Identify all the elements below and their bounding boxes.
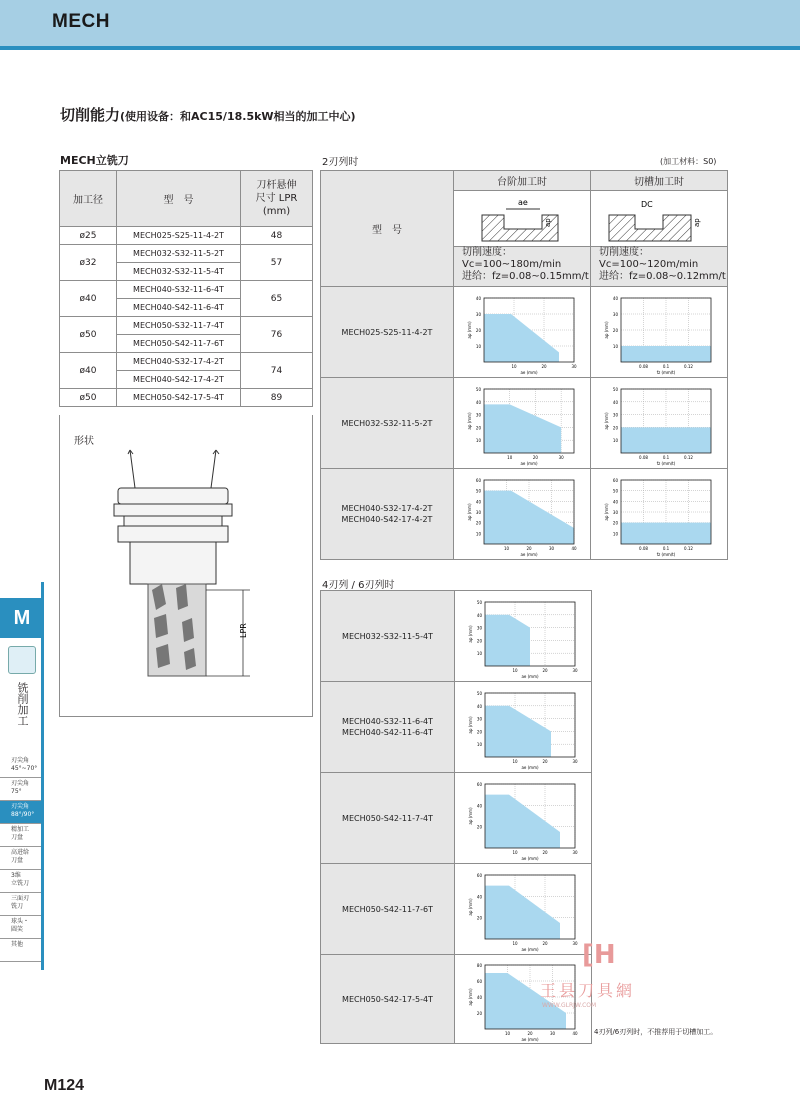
- x-tick-label: 0.1: [662, 364, 670, 369]
- spec-row: [60, 227, 313, 245]
- x-axis-label: fz (mm/t): [656, 552, 676, 557]
- x-tick-label: 0.1: [662, 455, 670, 460]
- capability-chart: [454, 288, 590, 376]
- col-step-header: 台阶加工时: [454, 171, 591, 191]
- step-diagram: [454, 191, 588, 243]
- x-tick-label: 30: [549, 1031, 556, 1036]
- x-tick-label: 0.08: [639, 455, 648, 460]
- section-title: [60, 104, 356, 125]
- y-axis-label: ap (mm): [467, 321, 472, 339]
- capability-chart: [455, 683, 591, 771]
- y-tick-label: 60: [476, 782, 482, 787]
- model-cell: MECH050-S42-11-7-6T: [117, 335, 241, 353]
- x-tick-label: 30: [572, 668, 578, 673]
- model-row-5: [321, 682, 455, 773]
- col-header-model: 型 号: [117, 171, 241, 227]
- capability-chart: [591, 470, 727, 558]
- lpr-cell: 65: [241, 281, 313, 317]
- dc-label: DC: [641, 200, 653, 209]
- holder-body: [114, 488, 232, 584]
- x-tick-label: 20: [542, 759, 548, 764]
- x-tick-label: 10: [512, 668, 518, 673]
- chart-cell: [454, 378, 591, 469]
- col-slot-header: 切槽加工时: [591, 171, 728, 191]
- spec-row: [60, 317, 313, 335]
- chart-cell: [455, 773, 592, 864]
- x-tick-label: 0.12: [684, 364, 693, 369]
- x-tick-label: 10: [504, 1031, 511, 1036]
- model-row-8: MECH050-S42-17-5-4T: [321, 955, 455, 1044]
- lpr-cell: 74: [241, 353, 313, 389]
- lpr-cell: 57: [241, 245, 313, 281]
- y-tick-label: 20: [612, 520, 618, 526]
- model-line: MECH040-S42-17-4-2T: [341, 515, 433, 524]
- y-tick-label: 10: [475, 438, 481, 444]
- x-tick-label: 10: [507, 455, 513, 460]
- y-axis-label: ap (mm): [604, 503, 609, 521]
- y-tick-label: 10: [476, 651, 482, 657]
- chart-cell: [455, 591, 592, 682]
- material-note: (加工材料：S0): [660, 157, 717, 166]
- x-axis-label: ae (mm): [520, 552, 538, 557]
- capability-area: [485, 795, 560, 848]
- dia-cell: ø25: [60, 227, 117, 245]
- x-tick-label: 0.08: [639, 364, 648, 369]
- model-row-7: MECH050-S42-11-7-6T: [321, 864, 455, 955]
- x-tick-label: 30: [548, 546, 555, 551]
- model-row-1: MECH025-S25-11-4-2T: [321, 287, 454, 378]
- x-tick-label: 20: [526, 546, 532, 551]
- y-axis-label: ap (mm): [604, 321, 609, 339]
- y-tick-label: 10: [612, 438, 618, 444]
- watermark-text: 王县刀具網: [540, 981, 636, 1000]
- x-tick-label: 20: [542, 941, 548, 946]
- col-header-dia: 加工径: [60, 171, 117, 227]
- sidebar-item[interactable]: 刃尖角 88°/90°: [0, 801, 41, 824]
- slot-vc: Vc=100~120m/min: [599, 259, 699, 270]
- x-tick-label: 10: [512, 850, 518, 855]
- y-tick-label: 30: [475, 412, 481, 418]
- x-tick-label: 0.1: [662, 546, 670, 551]
- arrow-heads: [128, 450, 219, 454]
- title-2t: 2刃列时: [322, 157, 359, 168]
- y-tick-label: 40: [476, 612, 482, 618]
- y-tick-label: 10: [476, 742, 482, 748]
- sidebar-item[interactable]: 精加工 刀盘: [0, 824, 41, 847]
- chart-cell: [591, 287, 728, 378]
- x-tick-label: 10: [511, 364, 517, 369]
- y-axis-label: ap (mm): [468, 716, 473, 734]
- x-tick-label: 20: [532, 455, 538, 460]
- y-tick-label: 20: [475, 328, 481, 333]
- y-tick-label: 10: [475, 531, 481, 537]
- model-row-6: MECH050-S42-11-7-4T: [321, 773, 455, 864]
- y-tick-label: 30: [612, 412, 618, 418]
- y-tick-label: 10: [612, 344, 618, 349]
- step-speed-label: 切削速度：: [462, 247, 512, 258]
- y-tick-label: 60: [612, 478, 618, 483]
- capability-chart: [455, 774, 591, 862]
- y-tick-label: 60: [476, 979, 482, 984]
- y-tick-label: 20: [475, 425, 481, 431]
- endmill-drawing: [90, 440, 270, 700]
- y-axis-label: ap (mm): [468, 625, 473, 643]
- capability-chart: [455, 592, 591, 680]
- y-tick-label: 40: [475, 499, 481, 505]
- y-axis-label: ap (mm): [468, 807, 473, 825]
- chart-cell: [454, 469, 591, 560]
- model-line: MECH040-S32-17-4-2T: [341, 504, 433, 513]
- y-tick-label: 30: [475, 510, 481, 515]
- x-tick-label: 30: [571, 364, 577, 369]
- spec-row: [60, 353, 313, 371]
- x-tick-label: 30: [572, 850, 578, 855]
- dia-cell: ø40: [60, 353, 117, 389]
- capability-area: [621, 427, 711, 453]
- y-tick-label: 20: [612, 425, 618, 431]
- x-tick-label: 30: [572, 759, 578, 764]
- dia-cell: ø50: [60, 317, 117, 353]
- chart-cell: [455, 682, 592, 773]
- x-tick-label: 40: [572, 1031, 578, 1036]
- col-header-lpr: 刀杆悬伸 尺寸 LPR (mm): [241, 171, 313, 227]
- x-tick-label: 10: [503, 546, 510, 551]
- y-tick-label: 50: [475, 387, 481, 392]
- y-tick-label: 30: [475, 312, 481, 317]
- y-tick-label: 40: [476, 894, 482, 900]
- x-axis-label: fz (mm/t): [656, 461, 676, 466]
- ap-label-slot: ap: [693, 218, 701, 227]
- x-axis-label: ae (mm): [521, 674, 539, 679]
- x-axis-label: fz (mm/t): [656, 370, 676, 375]
- capability-chart: [454, 379, 590, 467]
- y-axis-label: ap (mm): [467, 503, 472, 521]
- model-cell: MECH050-S42-17-5-4T: [117, 389, 241, 407]
- sidebar-vertical-label: 铣削加工: [16, 682, 29, 726]
- page-header: [0, 0, 800, 46]
- slot-note: 4刃列/6刃列时，不推荐用于切槽加工。: [594, 1028, 718, 1036]
- header-rule: [0, 46, 800, 50]
- capability-chart: [591, 288, 727, 376]
- y-tick-label: 20: [476, 824, 482, 830]
- sidebar-tab-m[interactable]: M: [0, 598, 44, 638]
- y-tick-label: 60: [475, 478, 481, 483]
- y-tick-label: 40: [612, 296, 618, 301]
- y-tick-label: 40: [612, 499, 618, 505]
- x-tick-label: 20: [541, 364, 547, 369]
- y-axis-label: ap (mm): [468, 898, 473, 916]
- sidebar-item[interactable]: 3维 立铣刀: [0, 870, 41, 893]
- ae-label: ae: [518, 198, 528, 207]
- capability-area: [621, 346, 711, 362]
- section-subtitle: (使用设备：和AC15/18.5kW相当的加工中心): [120, 110, 356, 123]
- x-tick-label: 10: [512, 759, 518, 764]
- capability-area: [484, 314, 559, 362]
- slot-cut-info: [591, 247, 728, 287]
- dia-cell: ø32: [60, 245, 117, 281]
- slot-speed-label: 切削速度：: [599, 247, 649, 258]
- y-tick-label: 40: [476, 803, 482, 809]
- model-row-2: MECH032-S32-11-5-2T: [321, 378, 454, 469]
- ap-label-step: ap: [544, 218, 552, 227]
- y-tick-label: 30: [476, 716, 482, 722]
- x-axis-label: ae (mm): [521, 1037, 539, 1042]
- model-row-3: [321, 469, 454, 560]
- slot-diagram: [591, 191, 725, 243]
- y-tick-label: 40: [612, 399, 618, 405]
- sidebar-item[interactable]: 三面刃 铣刀: [0, 893, 41, 916]
- model-cell: MECH032-S32-11-5-4T: [117, 263, 241, 281]
- y-tick-label: 50: [476, 600, 482, 605]
- section-title-text: 切削能力: [60, 106, 121, 124]
- y-tick-label: 40: [476, 995, 482, 1000]
- dia-cell: ø40: [60, 281, 117, 317]
- sidebar-item[interactable]: 刃尖角 45°~70°: [0, 755, 41, 778]
- page-number: M124: [44, 1077, 85, 1094]
- y-tick-label: 50: [475, 488, 481, 494]
- capability-area: [485, 615, 530, 666]
- y-tick-label: 40: [475, 296, 481, 301]
- spec-row: [60, 281, 313, 299]
- dia-cell: ø50: [60, 389, 117, 407]
- spec-row: [60, 245, 313, 263]
- capability-area: [621, 523, 711, 544]
- x-tick-label: 30: [572, 941, 578, 946]
- sidebar-item[interactable]: 刃尖角 75°: [0, 778, 41, 801]
- pull-stud-lines: [130, 450, 216, 488]
- chart-cell: [454, 287, 591, 378]
- x-tick-label: 20: [542, 850, 548, 855]
- model-cell: MECH040-S32-17-4-2T: [117, 353, 241, 371]
- model-cell: MECH040-S42-11-6-4T: [117, 299, 241, 317]
- model-cell: MECH032-S32-11-5-2T: [117, 245, 241, 263]
- x-tick-label: 0.08: [639, 546, 648, 551]
- y-tick-label: 10: [475, 344, 481, 349]
- y-tick-label: 60: [476, 873, 482, 878]
- x-axis-label: ae (mm): [521, 765, 539, 770]
- model-cell: MECH050-S32-11-7-4T: [117, 317, 241, 335]
- y-tick-label: 20: [612, 328, 618, 333]
- slot-fz: 进给：fz=0.08~0.12mm/t: [599, 271, 726, 282]
- capability-area: [484, 404, 561, 453]
- y-tick-label: 30: [476, 625, 482, 631]
- capability-chart: [454, 470, 590, 558]
- x-axis-label: ae (mm): [521, 856, 539, 861]
- x-tick-label: 40: [571, 546, 577, 551]
- y-axis-label: ap (mm): [468, 988, 473, 1006]
- capability-chart: [455, 865, 591, 953]
- chart-cell: [455, 864, 592, 955]
- y-tick-label: 10: [612, 531, 618, 537]
- spec-row: [60, 389, 313, 407]
- capability-table-2t: [320, 170, 728, 560]
- watermark-logo: [H: [582, 940, 616, 970]
- y-tick-label: 80: [476, 963, 482, 968]
- left-table-title: MECH立铣刀: [60, 154, 129, 167]
- chart-cell: [591, 378, 728, 469]
- x-tick-label: 0.12: [684, 455, 693, 460]
- capability-table-46t: [320, 590, 592, 1044]
- y-tick-label: 50: [476, 691, 482, 696]
- y-axis-label: ap (mm): [467, 412, 472, 430]
- spec-table: [59, 170, 313, 407]
- lpr-label: LPR: [239, 623, 248, 638]
- y-tick-label: 20: [476, 729, 482, 735]
- model-cell: MECH025-S25-11-4-2T: [117, 227, 241, 245]
- sidebar-item[interactable]: 球头・ 圆笑: [0, 916, 41, 939]
- x-axis-label: ae (mm): [520, 461, 538, 466]
- y-tick-label: 20: [476, 638, 482, 644]
- model-cell: MECH040-S42-17-4-2T: [117, 371, 241, 389]
- header-title: MECH: [52, 11, 110, 32]
- sidebar-item[interactable]: 高进给 刀盘: [0, 847, 41, 870]
- y-tick-label: 50: [612, 488, 618, 494]
- step-diagram-cell: [454, 191, 591, 247]
- y-tick-label: 30: [612, 312, 618, 317]
- step-vc: Vc=100~180m/min: [462, 259, 562, 270]
- y-tick-label: 20: [476, 915, 482, 921]
- x-tick-label: 0.12: [684, 546, 693, 551]
- y-tick-label: 40: [476, 703, 482, 709]
- cutter-head: [148, 584, 206, 676]
- title-46t: 4刃列 / 6刃列时: [322, 580, 395, 591]
- slot-diagram-cell: [591, 191, 728, 247]
- shape-label: 形状: [74, 436, 94, 447]
- milling-icon: [8, 646, 36, 674]
- chart-cell: [591, 469, 728, 560]
- y-tick-label: 40: [475, 399, 481, 405]
- lpr-cell: 76: [241, 317, 313, 353]
- x-axis-label: ae (mm): [521, 947, 539, 952]
- capability-area: [485, 706, 551, 757]
- x-tick-label: 20: [527, 1031, 533, 1036]
- y-tick-label: 20: [476, 1011, 482, 1016]
- x-tick-label: 20: [542, 668, 548, 673]
- model-line: MECH040-S32-11-6-4T: [342, 717, 433, 726]
- x-tick-label: 10: [512, 941, 518, 946]
- x-axis-label: ae (mm): [520, 370, 538, 375]
- capability-area: [485, 886, 560, 939]
- sidebar-item[interactable]: 其他: [0, 939, 41, 962]
- y-tick-label: 20: [475, 520, 481, 526]
- lpr-cell: 89: [241, 389, 313, 407]
- step-fz: 进给：fz=0.08~0.15mm/t: [462, 271, 589, 282]
- x-tick-label: 30: [558, 455, 564, 460]
- model-line: MECH040-S42-11-6-4T: [342, 728, 433, 737]
- y-tick-label: 30: [612, 510, 618, 515]
- step-cut-info: [454, 247, 591, 287]
- watermark-url: WWW.GLRJW.COM: [542, 1002, 597, 1009]
- lpr-cell: 48: [241, 227, 313, 245]
- y-tick-label: 50: [612, 387, 618, 392]
- sidebar-list: [0, 755, 41, 962]
- model-row-4: MECH032-S32-11-5-4T: [321, 591, 455, 682]
- col-model-header: 型 号: [321, 171, 454, 287]
- model-cell: MECH040-S32-11-6-4T: [117, 281, 241, 299]
- sidebar-accent-bar: [41, 582, 44, 970]
- y-axis-label: ap (mm): [604, 412, 609, 430]
- capability-chart: [591, 379, 727, 467]
